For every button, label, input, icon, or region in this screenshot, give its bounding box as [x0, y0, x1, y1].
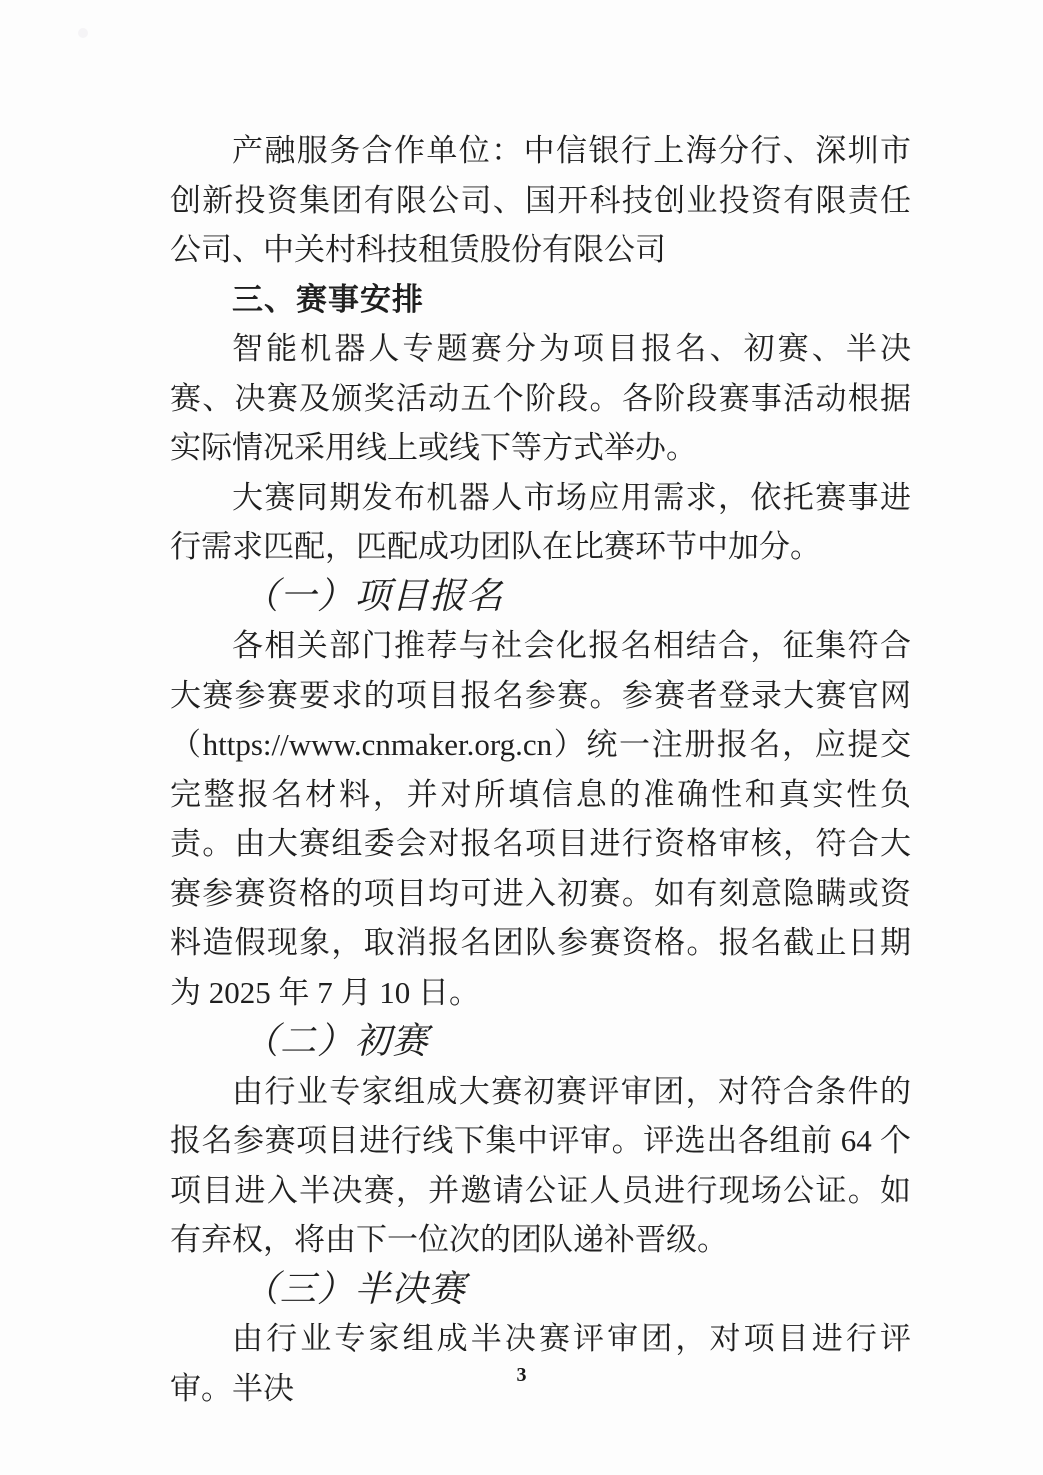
document-body [170, 126, 911, 1413]
subheading-preliminary-round: （二）初赛 [242, 1021, 429, 1061]
paragraph-competition-stages: 智能机器人专题赛分为项目报名、初赛、半决赛、决赛及颁奖活动五个阶段。各阶段赛事活动根据实际情况采用线上或线下等方式举办。 [170, 331, 911, 465]
paragraph-preliminary-details: 由行业专家组成大赛初赛评审团，对符合条件的报名参赛项目进行线下集中评审。评选出各组前 64 个项目进入半决赛，并邀请公证人员进行现场公证。如有弃权，将由下一位次的团队递补晋级。 [170, 1073, 911, 1257]
paragraph-finance-partners: 产融服务合作单位：中信银行上海分行、深圳市创新投资集团有限公司、国开科技创业投资有限责任公司、中关村科技租赁股份有限公司 [170, 133, 911, 267]
page-number: 3 [516, 1364, 527, 1386]
paragraph-demand-matching: 大赛同期发布机器人市场应用需求，依托赛事进行需求匹配，匹配成功团队在比赛环节中加分。 [170, 479, 911, 564]
scan-artifact-dot [78, 28, 88, 38]
subheading-project-registration: （一）项目报名 [242, 575, 504, 616]
paragraph-semifinal-details: 由行业专家组成半决赛评审团，对项目进行评审。半决 [170, 1321, 911, 1406]
section-heading-event-arrangement: 三、赛事安排 [232, 281, 424, 317]
subheading-semifinal-round: （三）半决赛 [242, 1268, 467, 1309]
paragraph-registration-details: 各相关部门推荐与社会化报名相结合，征集符合大赛参赛要求的项目报名参赛。参赛者登录大赛官网（https://www.cnmaker.org.cn）统一注册报名，应提交完整报名材料，并对所填信息的准确性和真实性负责。由大赛组委会对报名项目进行资格审核，符合大赛参赛资格的项目均可进入初赛。如有刻意隐瞒或资料造假现象，取消报名团队参赛资格。报名截止日期为 2025 年 7 月 10 日。 [170, 628, 911, 1010]
